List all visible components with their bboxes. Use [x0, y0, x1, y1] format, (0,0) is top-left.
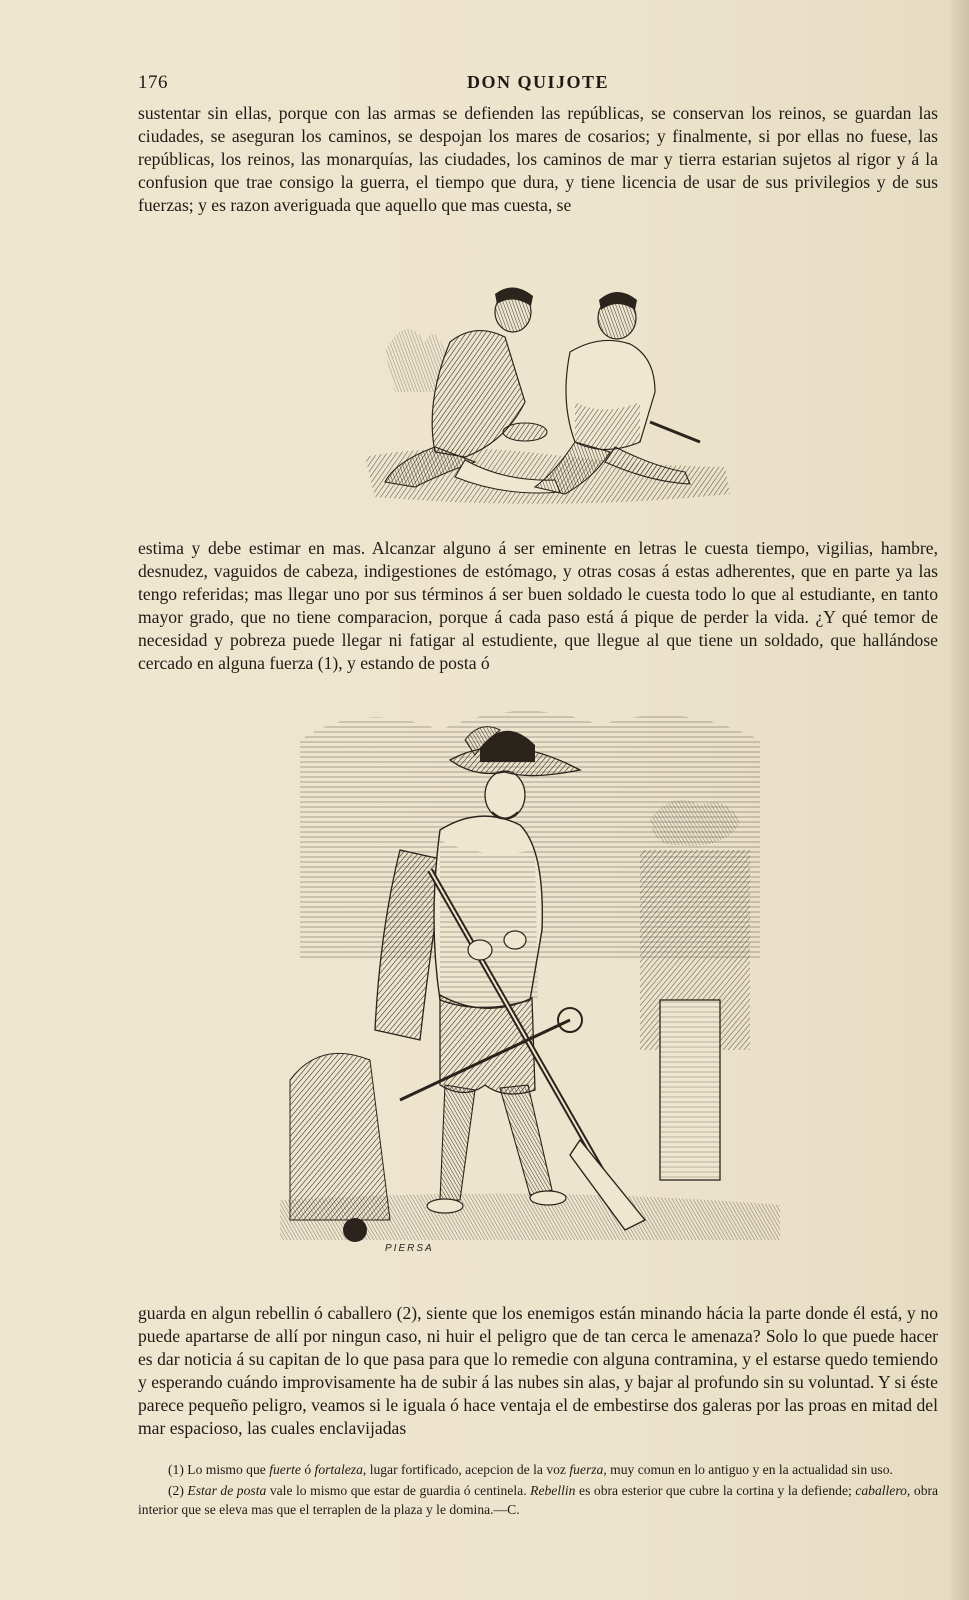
body-paragraph-3: guarda en algun rebellin ó caballero (2), siente que los enemigos están minando hácia la parte donde él está, y no puede apartarse de allí por ningun caso, ni huir el peligro que de tan cerca le amenaza? Solo lo que puede hacer es dar noticia á su capitan de lo que pasa para que lo remedie con alguna contramina, y el estarse quedo temiendo y esperando cuándo improvisamente ha de subir á las nubes sin alas, y bajar al profundo sin su voluntad. Y si éste parece pequeño peligro, veamos si le iguala ó hace ventaja el de embestirse dos galeras por las proas en mitad del mar espacioso, las cuales enclavijadas	[138, 1303, 938, 1438]
footnote-1-term-a: fuerte	[269, 1462, 301, 1477]
engraver-signature: PIERSA	[385, 1243, 434, 1254]
illustration-two-soldiers-eating	[355, 282, 735, 514]
footnote-2-text-b: es obra esterior que cubre la cortina y la defiende;	[579, 1483, 852, 1498]
footnote-2-term-a: Estar de posta	[187, 1483, 267, 1498]
body-paragraph-2: estima y debe estimar en mas. Alcanzar alguno á ser eminente en letras le cuesta tiempo, vigilias, hambre, desnudez, vaguidos de cabeza, indigestiones de estómago, y otras cosas á estas adherentes, que en parte ya las tengo referidas; mas llegar uno por sus términos á ser buen soldado le cuesta todo lo que al estudiante, en tanto mayor grado, que no tiene comparacion, porque á cada paso está á pique de perder la vida. ¿Y qué temor de necesidad y pobreza puede llegar ni fatigar al estudiente, que llegue al que tiene un soldado, que hallándose cercado en alguna fuerza (1), y estando de posta ó	[138, 538, 938, 673]
page-gutter-shadow	[947, 0, 969, 1600]
footnote-1-term-b: fortaleza	[314, 1462, 363, 1477]
footnote-2-text-c: obra interior que se eleva mas que el terraplen de la plaza y le domina.—C.	[138, 1483, 939, 1517]
footnote-2-text-a: vale lo mismo que estar de guardia ó centinela.	[269, 1483, 527, 1498]
footnote-1-marker: (1)	[168, 1462, 184, 1477]
footnote-1	[138, 1460, 938, 1479]
running-title: DON QUIJOTE	[466, 72, 610, 92]
body-paragraph-1: sustentar sin ellas, porque con las armas se defienden las repúblicas, se conservan los reinos, se guardan las ciudades, se aseguran los caminos, se despojan los mares de cosarios; y finalmente, si por ellas no fuese, las repúblicas, los reinos, las monarquías, las ciudades, los caminos de mar y tierra estarian sujetos al rigor y á la confusion que trae consigo la guerra, el tiempo que dura, y tiene licencia de usar de sus privilegios y de sus fuerzas; y es razon averiguada que aquello que mas cuesta, se	[138, 103, 938, 215]
footnotes	[138, 1460, 938, 1521]
footnote-1-text-a: Lo mismo que	[187, 1462, 266, 1477]
footnote-1-text-b: ó	[304, 1462, 312, 1477]
footnote-2	[138, 1481, 938, 1519]
footnote-1-text-c: , lugar fortificado, acepcion de la voz	[362, 1462, 566, 1477]
page-number: 176	[138, 72, 168, 93]
footnote-1-term-c: fuerza	[569, 1462, 604, 1477]
footnote-2-term-b: Rebellin	[530, 1483, 576, 1498]
footnote-1-text-d: , muy comun en lo antiguo y en la actualidad sin uso.	[603, 1462, 893, 1477]
footnote-2-marker: (2)	[168, 1483, 184, 1498]
footnote-2-term-c: caballero,	[855, 1483, 911, 1498]
illustration-soldier-on-guard	[280, 700, 780, 1260]
page-header	[138, 72, 938, 98]
